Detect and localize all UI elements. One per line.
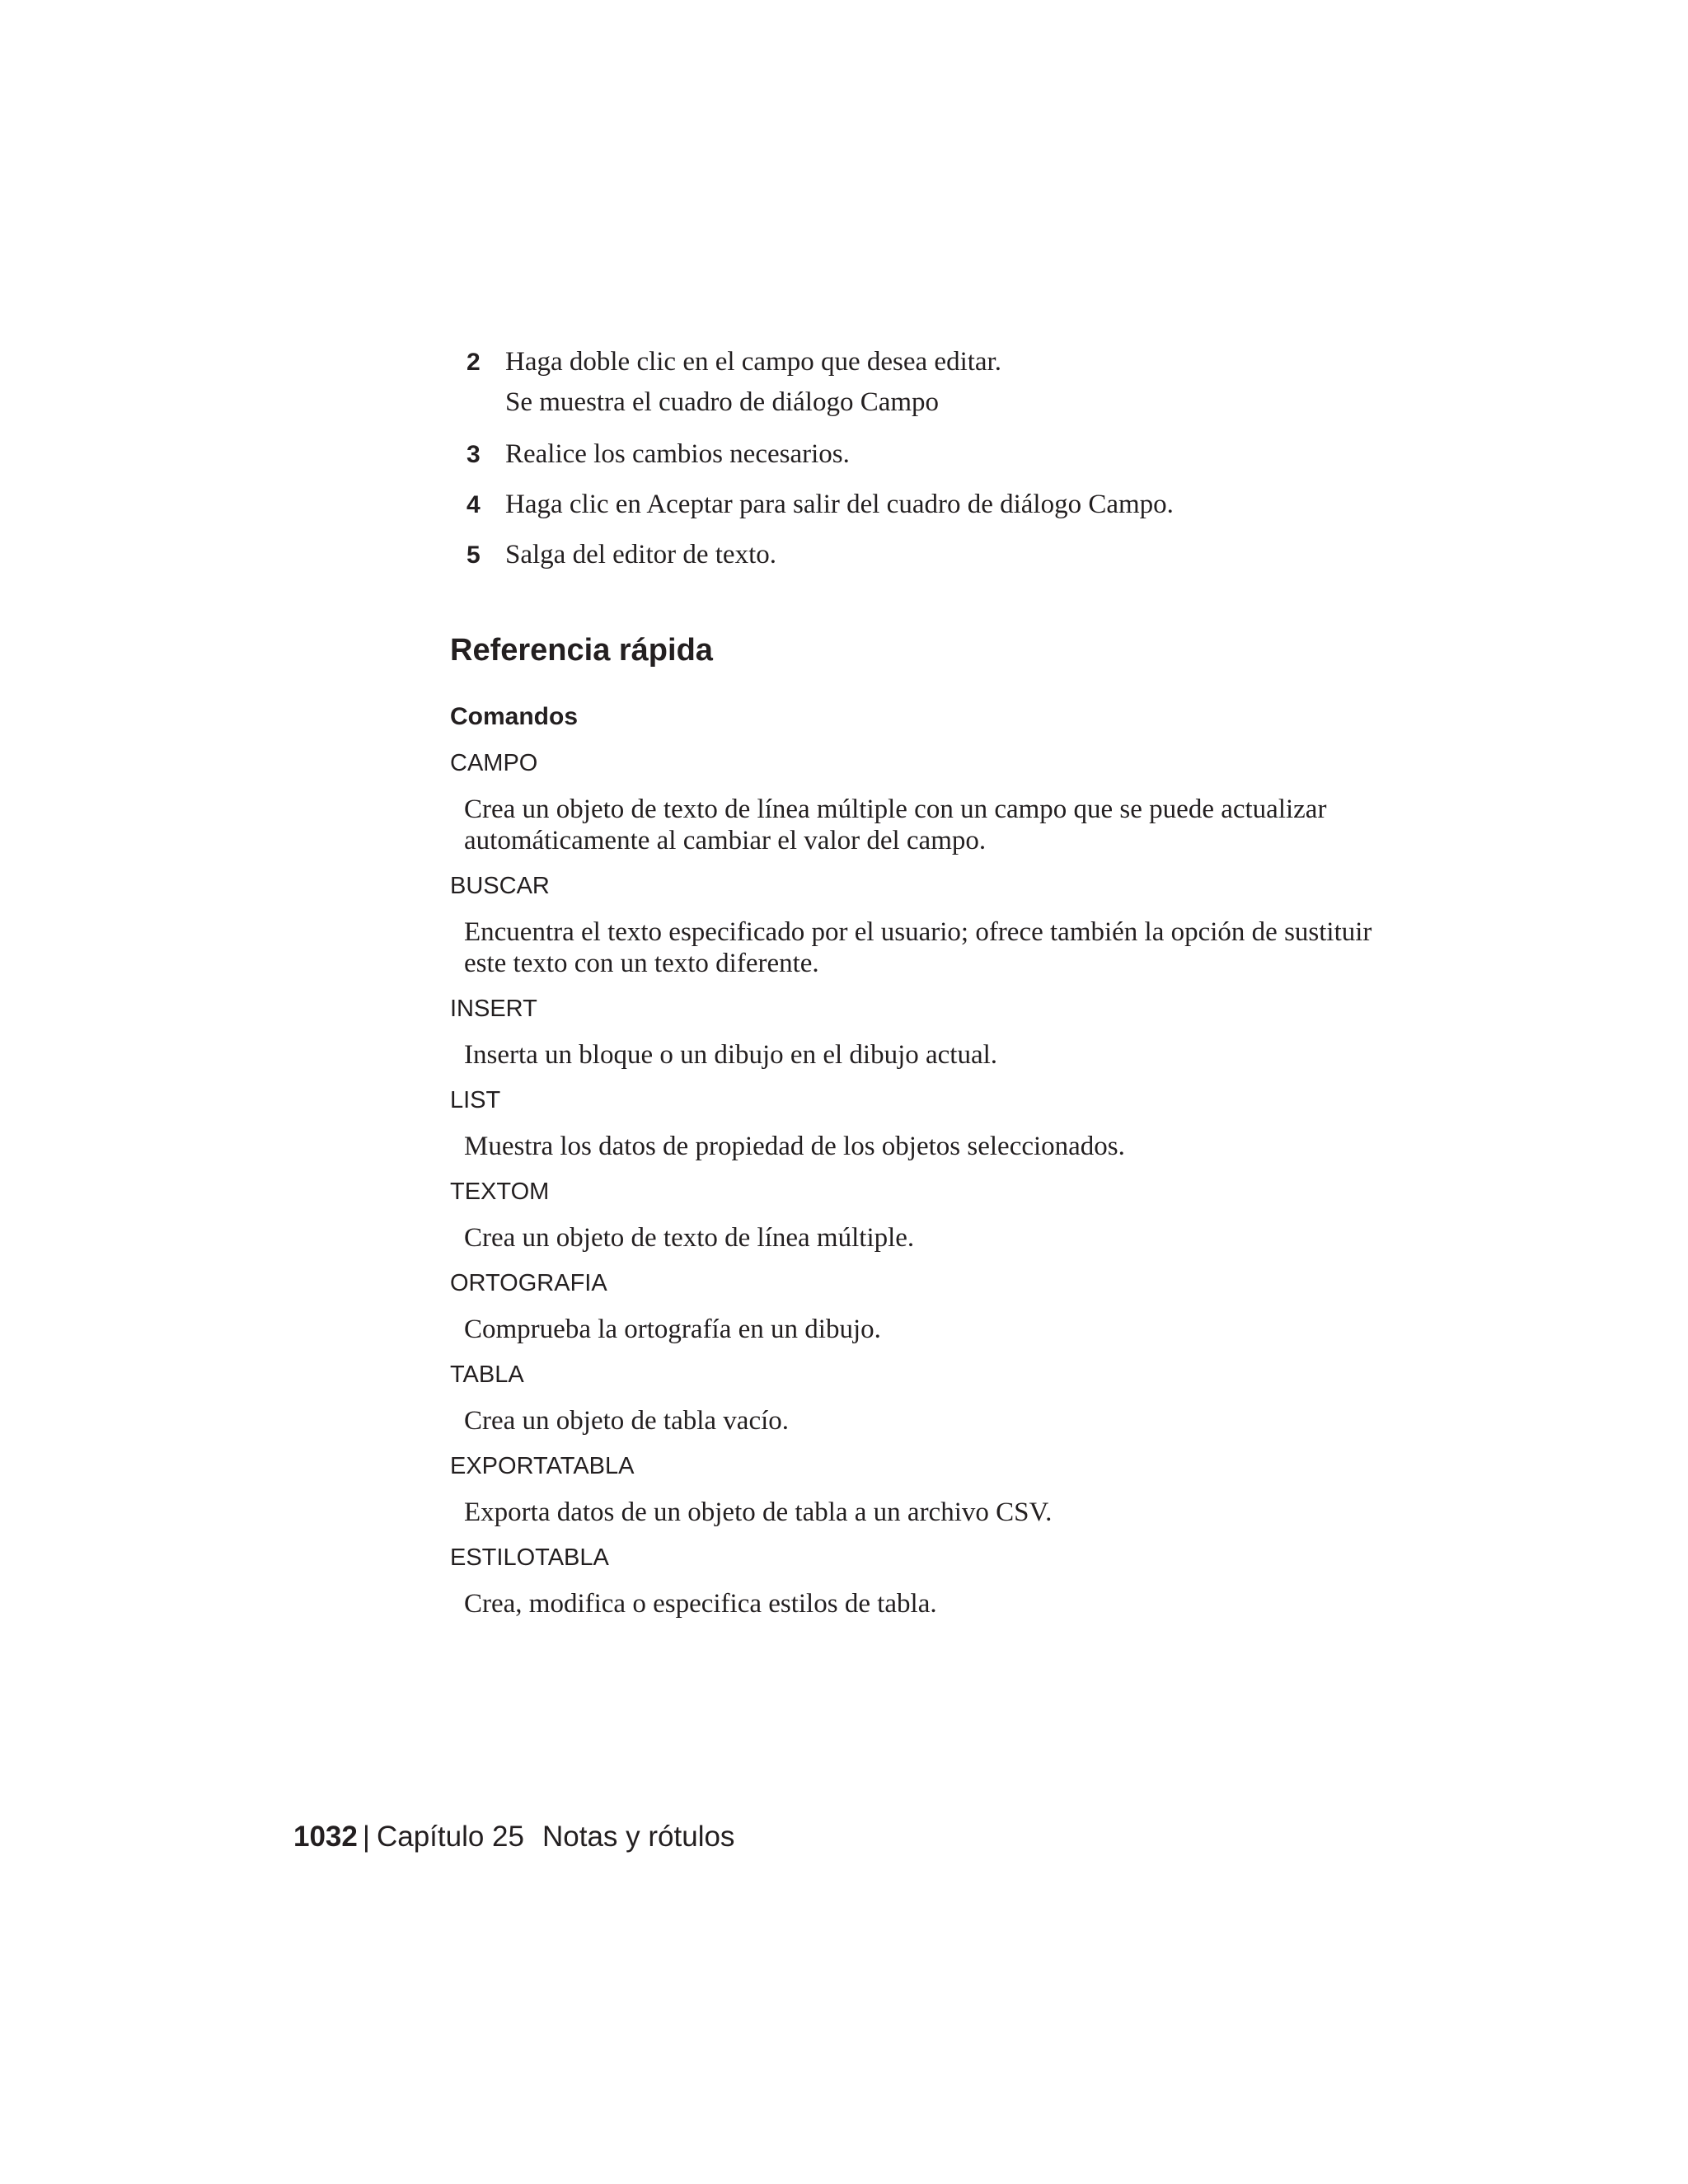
command-entry-textom bbox=[450, 1175, 1406, 1254]
command-entry-buscar bbox=[450, 869, 1406, 979]
command-name: ESTILOTABLA bbox=[450, 1544, 609, 1571]
chapter-title: Notas y rótulos bbox=[542, 1821, 735, 1853]
step-text: Haga doble clic en el campo que desea editar. bbox=[505, 347, 1001, 377]
step-number: 2 bbox=[467, 349, 481, 376]
command-entry-exportatabla bbox=[450, 1450, 1406, 1528]
command-description: Comprueba la ortografía en un dibujo. bbox=[464, 1315, 881, 1344]
command-description: Exporta datos de un objeto de tabla a un archivo CSV. bbox=[464, 1497, 1053, 1527]
section-title: Referencia rápida bbox=[450, 633, 713, 668]
command-description: Muestra los datos de propiedad de los objetos seleccionados. bbox=[464, 1132, 1125, 1161]
command-entry-tabla bbox=[450, 1358, 1406, 1436]
command-name: ORTOGRAFIA bbox=[450, 1270, 607, 1296]
command-name: TABLA bbox=[450, 1361, 524, 1388]
page-content bbox=[450, 342, 1406, 1619]
command-entry-ortografia bbox=[450, 1267, 1406, 1345]
command-description: Crea un objeto de texto de línea múltiple. bbox=[464, 1223, 915, 1253]
step-2 bbox=[450, 342, 1406, 423]
step-result-text: Se muestra el cuadro de diálogo Campo bbox=[505, 387, 940, 417]
command-name: EXPORTATABLA bbox=[450, 1453, 635, 1479]
command-entry-list bbox=[450, 1084, 1406, 1162]
footer-separator: | bbox=[362, 1821, 370, 1853]
command-name: INSERT bbox=[450, 996, 537, 1022]
command-name: TEXTOM bbox=[450, 1179, 550, 1205]
command-entry-insert bbox=[450, 992, 1406, 1071]
step-3 bbox=[450, 434, 1406, 475]
step-number: 3 bbox=[467, 441, 481, 468]
command-description: Encuentra el texto especificado por el usuario; ofrece también la opción de sustituir este texto con un texto diferente. bbox=[464, 917, 1372, 978]
command-description: Crea un objeto de tabla vacío. bbox=[464, 1406, 790, 1436]
chapter-label: Capítulo 25 bbox=[376, 1821, 524, 1853]
command-description: Crea un objeto de texto de línea múltiple con un campo que se puede actualizar automáticamente al cambiar el valor del campo. bbox=[464, 794, 1327, 855]
command-description: Inserta un bloque o un dibujo en el dibujo actual. bbox=[464, 1040, 998, 1070]
step-text: Salga del editor de texto. bbox=[505, 540, 776, 569]
command-name: LIST bbox=[450, 1087, 501, 1113]
command-name: BUSCAR bbox=[450, 873, 550, 899]
page-footer bbox=[293, 1819, 734, 1855]
page-number: 1032 bbox=[293, 1821, 358, 1853]
command-entry-estilotabla bbox=[450, 1541, 1406, 1619]
subsection-title: Comandos bbox=[450, 703, 579, 730]
command-entry-campo bbox=[450, 747, 1406, 856]
step-text: Realice los cambios necesarios. bbox=[505, 439, 850, 469]
command-description: Crea, modifica o especifica estilos de tabla. bbox=[464, 1589, 937, 1619]
step-text: Haga clic en Aceptar para salir del cuadro de diálogo Campo. bbox=[505, 490, 1174, 519]
step-5 bbox=[450, 535, 1406, 575]
step-number: 4 bbox=[467, 491, 481, 518]
command-name: CAMPO bbox=[450, 750, 538, 776]
step-number: 5 bbox=[467, 541, 481, 569]
step-4 bbox=[450, 485, 1406, 525]
